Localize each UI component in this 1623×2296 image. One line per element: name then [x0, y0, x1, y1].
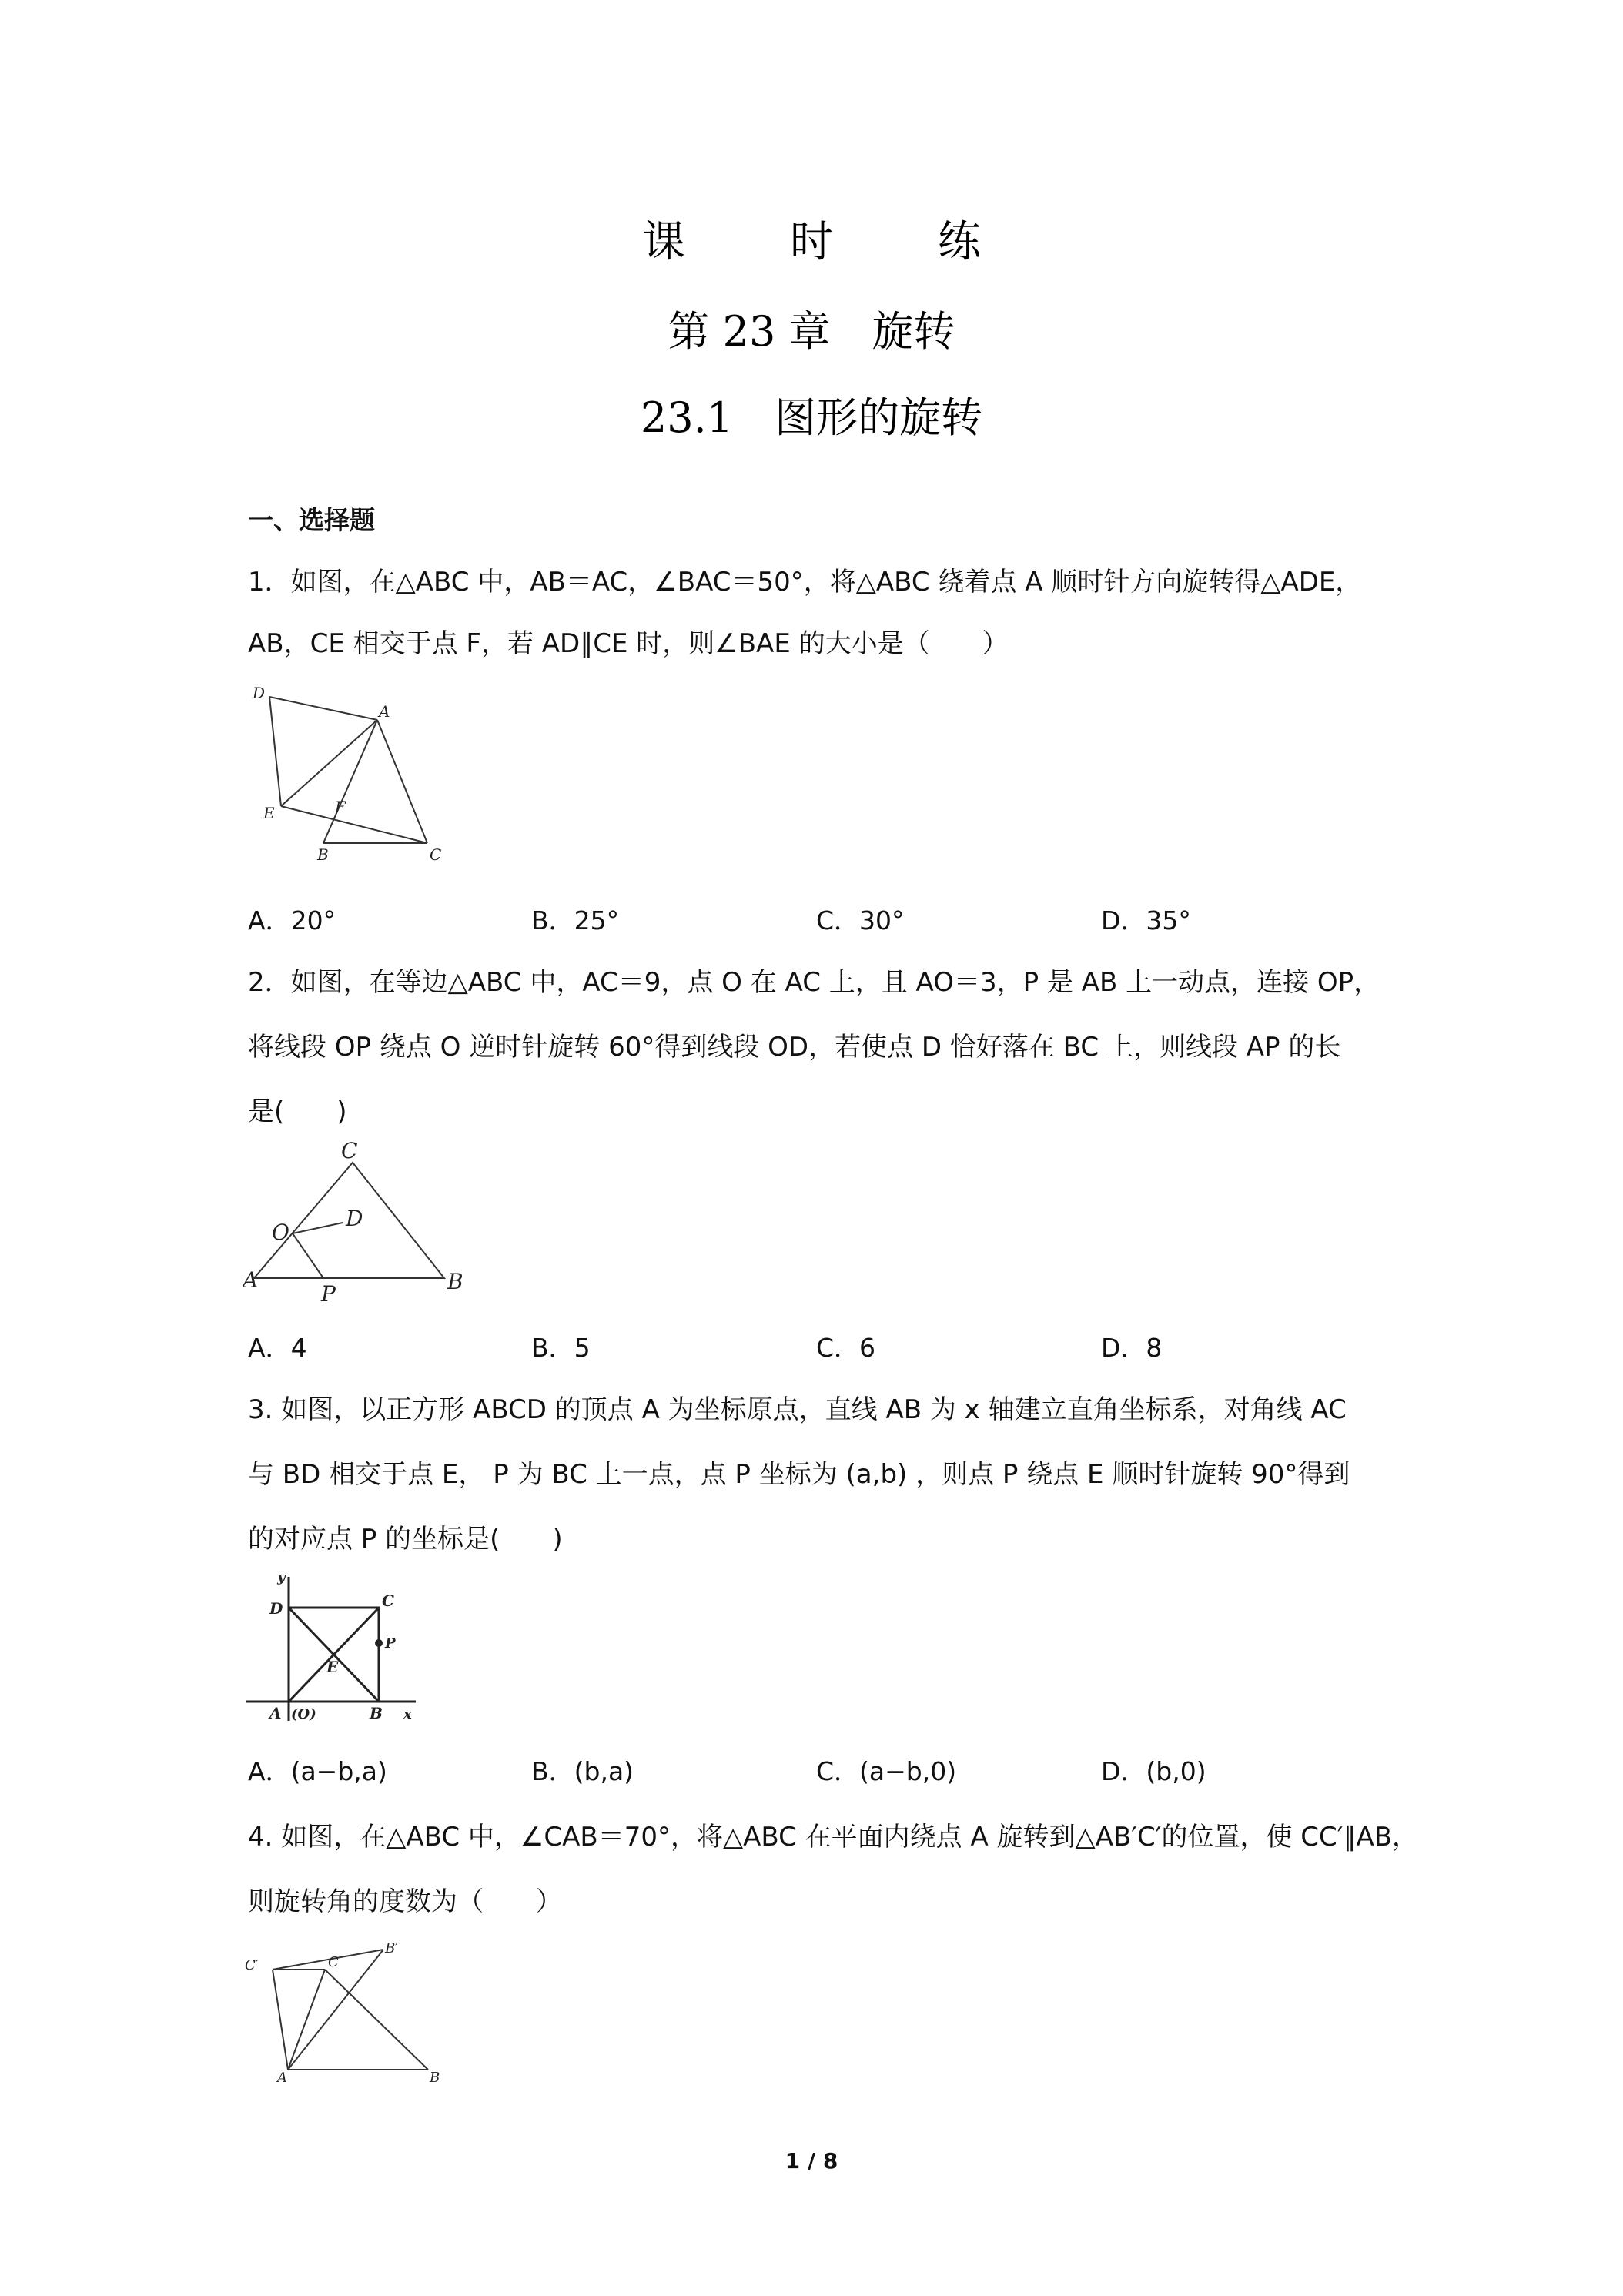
q4-label-A: A	[277, 2070, 287, 2083]
q4-label-Cprime: C′	[245, 1957, 259, 1973]
q2-option-a: A．4	[248, 1333, 307, 1363]
q1-line-2: AB，CE 相交于点 F，若 AD∥CE 时，则∠BAE 的大小是（ ）	[248, 628, 1009, 659]
q2-label-C: C	[341, 1140, 358, 1163]
q2-label-O: O	[272, 1220, 289, 1245]
q2-label-A: A	[243, 1267, 259, 1293]
q1-line-1: 1．如图，在△ABC 中，AB＝AC，∠BAC＝50°，将△ABC 绕着点 A 顺时针方向旋转得△ADE，	[248, 567, 1362, 597]
q3-label-y: y	[277, 1571, 286, 1585]
q2-option-d: D．8	[1101, 1333, 1163, 1363]
q4-line-2: 则旋转角的度数为（ ）	[248, 1886, 562, 1917]
q3-option-d: D．(b,0)	[1101, 1756, 1206, 1786]
q2-line-3: 是( )	[248, 1096, 347, 1127]
section-heading: 一、选择题	[248, 505, 375, 535]
q2-option-b: B．5	[531, 1333, 591, 1363]
q3-figure	[246, 1571, 431, 1725]
q1-line-AE	[281, 720, 377, 806]
q2-figure	[243, 1140, 474, 1305]
q1-label-D: D	[253, 684, 266, 702]
q3-line-1: 3. 如图，以正方形 ABCD 的顶点 A 为坐标原点，直线 AB 为 x 轴建立直角坐标系，对角线 AC	[248, 1394, 1347, 1425]
q3-label-D: D	[269, 1599, 283, 1618]
q1-line-AB	[323, 720, 377, 843]
chapter-title: 第 23 章 旋转	[668, 307, 955, 356]
page-number: 1 / 8	[785, 2148, 838, 2174]
q3-label-P: P	[385, 1635, 396, 1652]
q1-label-B: B	[317, 845, 329, 864]
q3-option-c: C．(a−b,0)	[816, 1756, 957, 1786]
q1-label-C: C	[430, 845, 442, 864]
q1-line-EC	[281, 806, 427, 843]
q3-label-x: x	[403, 1706, 412, 1722]
q1-option-a: A．20°	[248, 905, 336, 935]
q3-line-2: 与 BD 相交于点 E， P 为 BC 上一点，点 P 坐标为 (a,b) ，则点 P 绕点 E 顺时针旋转 90°得到	[248, 1459, 1350, 1490]
q4-segment-AC	[288, 1970, 325, 2070]
q4-segment-CB	[325, 1970, 428, 2070]
q4-label-Bprime: B′	[385, 1940, 399, 1956]
q1-option-c: C．30°	[816, 905, 905, 935]
q1-line-DE	[269, 697, 281, 806]
q4-label-C: C	[328, 1954, 339, 1970]
q1-option-d: D．35°	[1101, 905, 1191, 935]
q2-segment-OP	[293, 1233, 323, 1278]
q4-segment-ACp	[273, 1970, 288, 2070]
q2-option-c: C．6	[816, 1333, 876, 1363]
q3-label-O: (O)	[291, 1706, 316, 1722]
q2-label-P: P	[321, 1281, 336, 1305]
q3-option-b: B．(b,a)	[531, 1756, 634, 1786]
q1-figure	[246, 681, 462, 866]
q1-line-DA	[269, 697, 377, 720]
q2-line-2: 将线段 OP 绕点 O 逆时针旋转 60°得到线段 OD，若使点 D 恰好落在 BC 上，则线段 AP 的长	[248, 1032, 1341, 1063]
page-title: 课 时 练	[642, 217, 1012, 267]
q3-line-3: 的对应点 P 的坐标是( )	[248, 1524, 563, 1555]
q2-label-B: B	[447, 1269, 463, 1294]
q1-label-A: A	[379, 702, 390, 721]
q3-option-a: A．(a−b,a)	[248, 1756, 387, 1786]
q2-label-D: D	[346, 1206, 363, 1231]
q1-line-AC	[377, 720, 427, 843]
q3-label-C: C	[382, 1591, 394, 1610]
q4-label-B: B	[430, 2070, 440, 2083]
q4-figure	[245, 1940, 453, 2083]
q2-line-1: 2．如图，在等边△ABC 中，AC＝9，点 O 在 AC 上，且 AO＝3，P 是 AB 上一动点，连接 OP，	[248, 967, 1380, 998]
q4-line-1: 4. 如图，在△ABC 中，∠CAB＝70°，将△ABC 在平面内绕点 A 旋转到△AB′C′的位置，使 CC′∥AB，	[248, 1822, 1419, 1853]
q3-label-B: B	[370, 1704, 383, 1722]
q1-option-b: B．25°	[531, 905, 620, 935]
q3-label-E: E	[326, 1658, 339, 1676]
q3-label-A: A	[269, 1704, 282, 1722]
q1-label-E: E	[263, 804, 275, 822]
section-title: 23.1 图形的旋转	[640, 393, 983, 442]
q3-point-P	[375, 1639, 383, 1647]
q1-label-F: F	[335, 798, 346, 816]
